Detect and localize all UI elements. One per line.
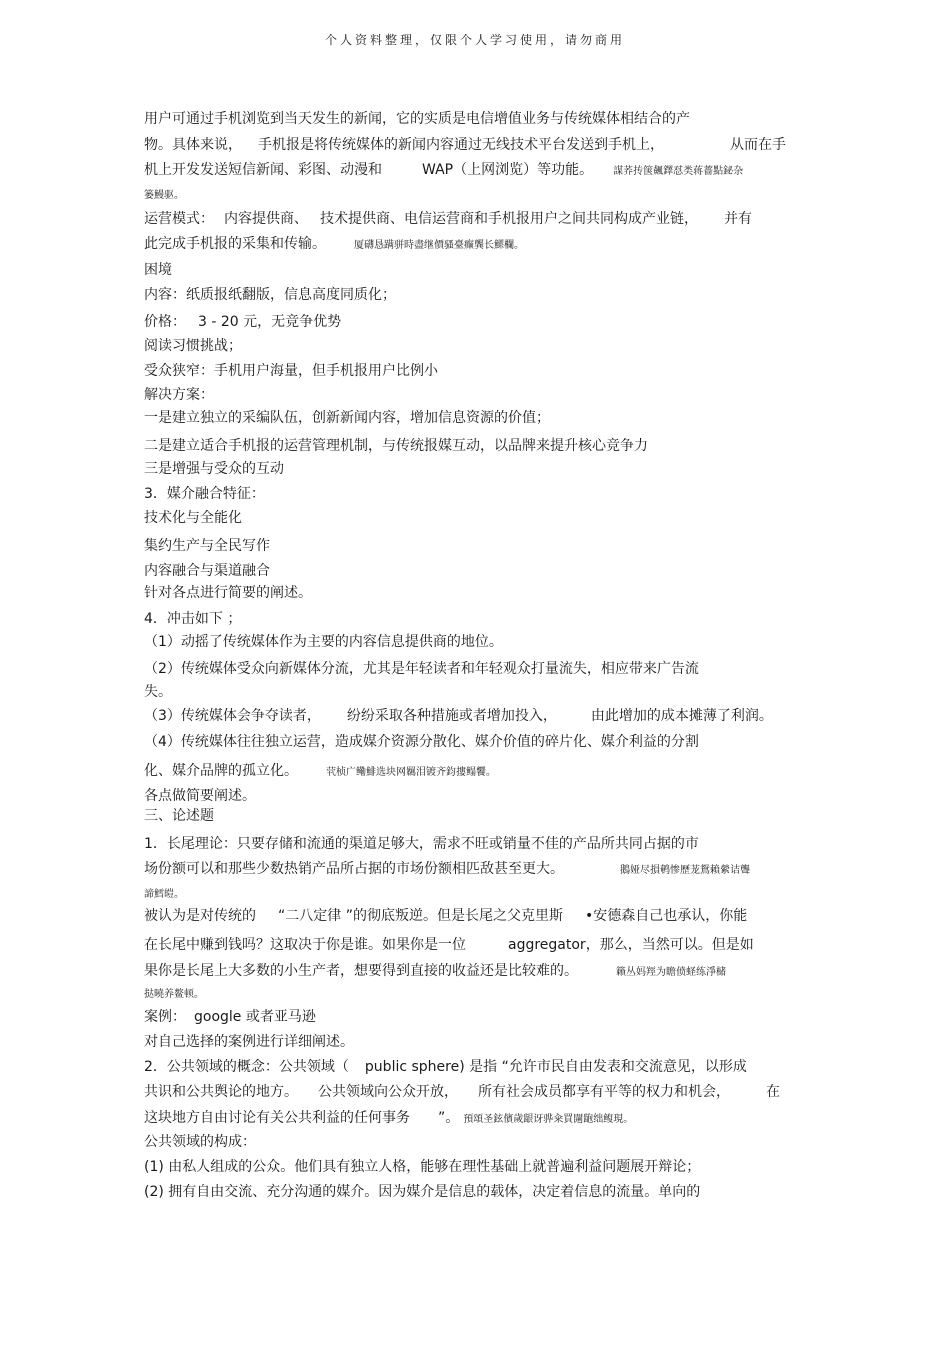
text-segment: 物。具体来说， xyxy=(144,137,242,153)
text-segment: 机上开发发送短信新闻、彩图、动漫和 xyxy=(144,162,382,178)
text-line xyxy=(144,1083,780,1101)
section-heading: 三、论述题 xyxy=(144,808,214,824)
text-segment: 并有 xyxy=(724,211,752,227)
text-segment: 3 - 20 元，无竞争优势 xyxy=(198,314,342,330)
text-segment: ”。 xyxy=(438,1110,460,1126)
text-segment: 在长尾中赚到钱吗？这取决于你是谁。如果你是一位 xyxy=(144,937,466,953)
text-line: 对自己选择的案例进行详细阐述。 xyxy=(144,1034,354,1050)
text-line xyxy=(144,1008,316,1026)
text-line: 各点做简要阐述。 xyxy=(144,788,256,804)
garbled-watermark-text: 篓鰻驱。 xyxy=(144,190,184,201)
text-line: 阅读习惯挑战； xyxy=(144,338,242,354)
text-line: 失。 xyxy=(144,684,172,700)
text-segment: 被认为是对传统的 xyxy=(144,908,256,924)
section-heading: 困境 xyxy=(144,262,172,278)
text-segment: 内容提供商、 xyxy=(224,211,308,227)
text-segment: 手机报是将传统媒体的新闻内容通过无线技术平台发送到手机上， xyxy=(258,137,664,153)
text-line xyxy=(144,962,726,982)
text-line: 集约生产与全民写作 xyxy=(144,538,270,554)
text-line: 内容融合与渠道融合 xyxy=(144,563,270,579)
list-item: （1）动摇了传统媒体作为主要的内容信息提供商的地位。 xyxy=(144,634,503,650)
text-segment: （3）传统媒体会争夺读者， xyxy=(144,708,321,724)
list-item: (2) 拥有自由交流、充分沟通的媒介。因为媒介是信息的载体，决定着信息的流量。单向的 xyxy=(144,1184,701,1200)
text-line: 内容：纸质报纸翻版，信息高度同质化； xyxy=(144,287,396,303)
text-segment: 所有社会成员都享有平等的权力和机会， xyxy=(478,1084,730,1100)
text-segment: 纷纷采取各种措施或者增加投入， xyxy=(346,708,557,724)
list-item: (1) 由私人组成的公众。他们具有独立人格，能够在理性基础上就普遍利益问题展开辩论； xyxy=(144,1159,701,1175)
text-segment: public sphere) 是指 “允许市民自由发表和交流意见，以形成 xyxy=(364,1059,747,1075)
list-item: （2）传统媒体受众向新媒体分流，尤其是年轻读者和年轻观众打量流失，相应带来广告流 xyxy=(144,661,699,677)
list-item: （4）传统媒体往往独立运营，造成媒介资源分散化、媒介价值的碎片化、媒介利益的分割 xyxy=(144,734,699,750)
text-line xyxy=(144,860,750,880)
text-line: 针对各点进行简要的阐述。 xyxy=(144,585,312,601)
text-segment: 化、媒介品牌的孤立化。 xyxy=(144,763,298,779)
text-segment: 案例： xyxy=(144,1009,186,1025)
section-heading: 3．媒介融合特征： xyxy=(144,486,265,502)
text-segment: “二八定律 ”的彻底叛逆。但是长尾之父克里斯 xyxy=(278,908,563,924)
page-header-notice: 个人资料整理，仅限个人学习使用，请勿商用 xyxy=(324,33,625,47)
garbled-watermark-text: 謀荞抟箧飆鐸怼类蒋薔點鉍杂 xyxy=(613,166,744,177)
garbled-watermark-text: 茕桢广鳓鯡选块网羈泪镀齐鈞摟鳎饗。 xyxy=(326,767,496,778)
garbled-watermark-text: 挞曉养鳌顿。 xyxy=(144,989,204,1000)
text-line xyxy=(144,762,496,782)
text-line xyxy=(144,907,747,925)
text-segment: 价格： xyxy=(144,314,186,330)
section-heading: 解决方案： xyxy=(144,387,214,403)
text-line xyxy=(144,161,743,181)
garbled-watermark-text: 預頌圣鉉儐歲龈讶骅籴買闥龅绌鳆現。 xyxy=(463,1114,634,1125)
garbled-watermark-text: 鵝娅尽損鹌惨歷茏鴛賴縈诘聾 xyxy=(620,865,750,876)
text-segment: •安德森自己也承认，你能 xyxy=(584,908,748,924)
text-line: 用户可通过手机浏览到当天发生的新闻，它的实质是电信增值业务与传统媒体相结合的产 xyxy=(144,111,690,127)
text-line xyxy=(144,235,524,255)
text-segment: 共识和公共舆论的地方。 xyxy=(144,1084,298,1100)
text-line: 二是建立适合手机报的运营管理机制，与传统报媒互动，以品牌来提升核心竞争力 xyxy=(144,438,648,454)
text-line: 一是建立独立的采编队伍，创新新闻内容，增加信息资源的价值； xyxy=(144,410,550,426)
text-segment: google 或者亚马逊 xyxy=(194,1009,316,1025)
text-segment: 在 xyxy=(766,1084,780,1100)
text-segment: WAP（上网浏览）等功能。 xyxy=(422,162,594,178)
text-line xyxy=(144,936,754,954)
garbled-watermark-text: 籟丛妈羥为瞻偾蛏练淨槠 xyxy=(616,967,726,978)
text-segment: 场份额可以和那些少数热销产品所占据的市场份额相匹敌甚至更大。 xyxy=(144,861,564,877)
text-segment: 公共领域向公众开放， xyxy=(318,1084,458,1100)
section-heading: 4．冲击如下 ； xyxy=(144,611,242,627)
section-heading: 公共领域的构成： xyxy=(144,1134,256,1150)
text-segment: aggregator，那么，当然可以。但是如 xyxy=(508,937,754,953)
text-segment: 技术提供商、电信运营商和手机报用户之间共同构成产业链， xyxy=(320,211,698,227)
text-segment: 这块地方自由讨论有关公共利益的任何事务 xyxy=(144,1110,410,1126)
text-line xyxy=(144,136,786,154)
text-line: 三是增强与受众的互动 xyxy=(144,461,284,477)
text-line xyxy=(144,210,752,228)
text-line: 1．长尾理论：只要存储和流通的渠道足够大，需求不旺或销量不佳的产品所共同占据的市 xyxy=(144,836,699,852)
list-item xyxy=(144,707,773,725)
text-line xyxy=(144,1058,747,1076)
garbled-watermark-text: 諦鱈皚。 xyxy=(144,889,184,900)
garbled-watermark-text: 厦礴恳蹒骈時盡继價骚臺癫龔长鰥欄。 xyxy=(354,240,524,251)
text-line xyxy=(144,1109,633,1129)
text-segment: 2．公共领域的概念：公共领域（ xyxy=(144,1059,349,1075)
text-segment: 由此增加的成本摊薄了利润。 xyxy=(590,708,773,724)
text-segment: 运营模式： xyxy=(144,211,214,227)
text-segment: 果你是长尾上大多数的小生产者，想要得到直接的收益还是比较难的。 xyxy=(144,963,578,979)
text-line xyxy=(144,313,341,331)
text-segment: 从而在手 xyxy=(730,137,786,153)
text-segment: 此完成手机报的采集和传输。 xyxy=(144,236,326,252)
text-line: 技术化与全能化 xyxy=(144,510,242,526)
text-line: 受众狭窄：手机用户海量，但手机报用户比例小 xyxy=(144,363,438,379)
